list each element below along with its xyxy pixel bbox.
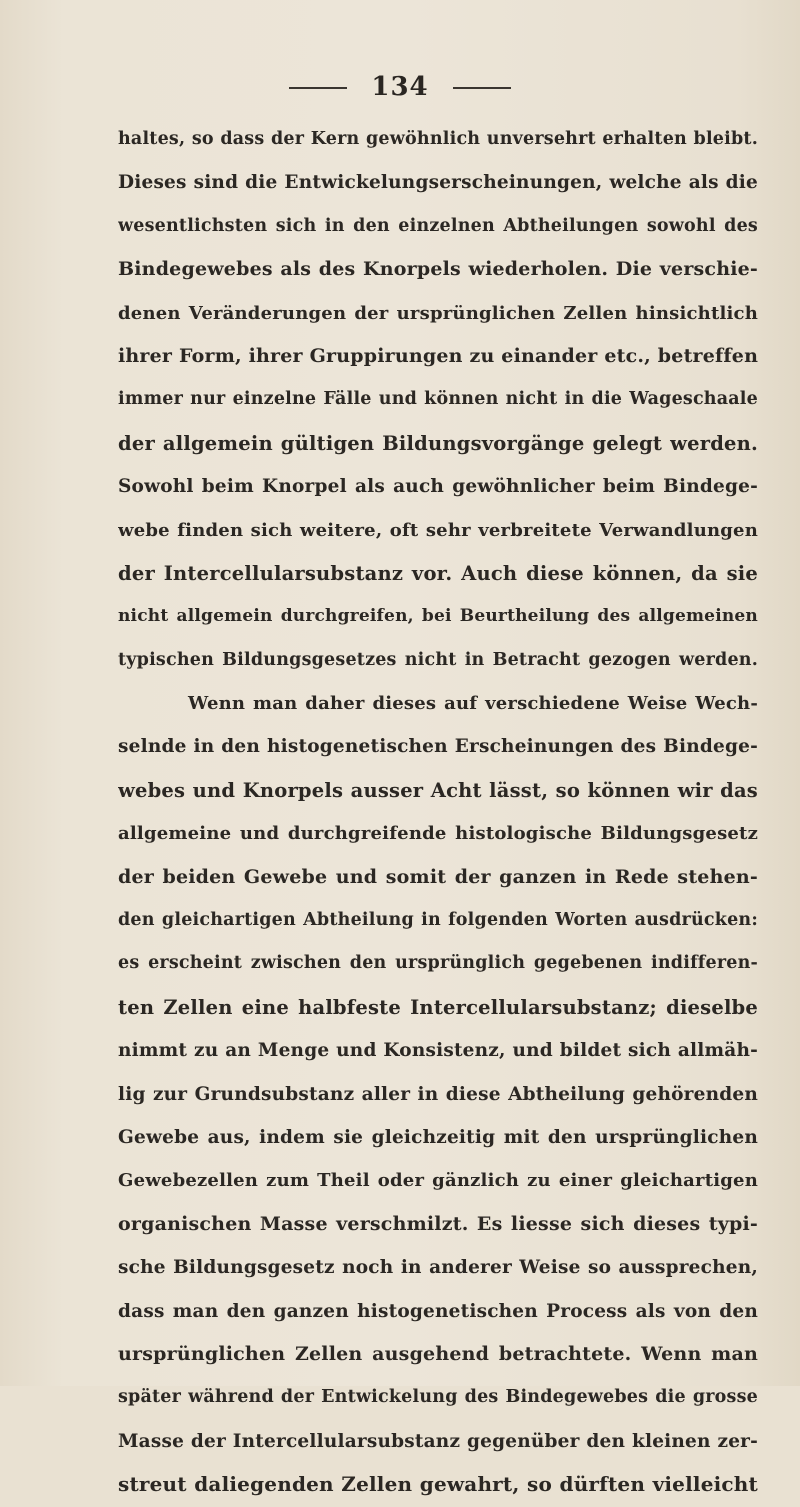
text-line: wesentlichsten sich in den einzelnen Abtheilungen sowohl des [118, 215, 758, 236]
text-line: nicht allgemein durchgreifen, bei Beurtheilung des allgemeinen [118, 606, 758, 627]
text-line: sche Bildungsgesetz noch in anderer Weise so aussprechen, [118, 1257, 758, 1279]
text-line: später während der Entwickelung des Bindegewebes die grosse [118, 1387, 758, 1408]
text-line: der beiden Gewebe und somit der ganzen in Rede stehen- [118, 865, 758, 888]
text-line: Gewebezellen zum Theil oder gänzlich zu einer gleichartigen [118, 1170, 758, 1192]
text-line: der Intercellularsubstanz vor. Auch diese können, da sie [118, 561, 758, 585]
text-line: lig zur Grundsubstanz aller in diese Abtheilung gehörenden [118, 1083, 758, 1105]
text-line: webes und Knorpels ausser Acht lässt, so können wir das [118, 778, 758, 802]
text-line: haltes, so dass der Kern gewöhnlich unversehrt erhalten bleibt. [118, 129, 758, 149]
text-line: Bindegewebes als des Knorpels wiederholen. Die verschie- [118, 258, 758, 281]
header-dash-left [289, 87, 347, 89]
text-line: streut daliegenden Zellen gewahrt, so dürften vielleicht [118, 1472, 758, 1497]
text-line: webe finden sich weitere, oft sehr verbreitete Verwandlungen [118, 519, 758, 541]
text-line: denen Veränderungen der ursprünglichen Zellen hinsichtlich [118, 302, 758, 324]
text-line: Masse der Intercellularsubstanz gegenüber den kleinen zer- [118, 1430, 758, 1452]
text-line: Wenn man daher dieses auf verschiedene Weise Wech- [188, 693, 758, 715]
text-line: der allgemein gültigen Bildungsvorgänge gelegt werden. [118, 431, 758, 455]
text-line: dass man den ganzen histogenetischen Process als von den [118, 1300, 758, 1322]
text-line: Dieses sind die Entwickelungserscheinungen, welche als die [118, 172, 758, 194]
text-line: es erscheint zwischen den ursprünglich gegebenen indifferen- [118, 953, 758, 974]
text-line: allgemeine und durchgreifende histologische Bildungsgesetz [118, 823, 758, 845]
text-line: Gewebe aus, indem sie gleichzeitig mit den ursprünglichen [118, 1126, 758, 1148]
text-line: organischen Masse verschmilzt. Es liesse sich dieses typi- [118, 1212, 758, 1235]
header-dash-right [453, 87, 511, 89]
text-line: ten Zellen eine halbfeste Intercellularsubstanz; dieselbe [118, 995, 758, 1019]
text-line: typischen Bildungsgesetzes nicht in Betracht gezogen werden. [118, 649, 758, 670]
text-line: Sowohl beim Knorpel als auch gewöhnlicher beim Bindege- [118, 476, 758, 498]
text-line: nimmt zu an Menge und Konsistenz, und bildet sich allmäh- [118, 1040, 758, 1062]
text-line: den gleichartigen Abtheilung in folgenden Worten ausdrücken: [118, 910, 758, 931]
page-header [0, 72, 800, 102]
text-line: selnde in den histogenetischen Erscheinungen des Bindege- [118, 736, 758, 758]
text-line: immer nur einzelne Fälle und können nicht in die Wageschaale [118, 389, 758, 410]
body-text [118, 118, 758, 1507]
page-number: 134 [371, 72, 429, 102]
text-line: ihrer Form, ihrer Gruppirungen zu einander etc., betreffen [118, 344, 758, 367]
text-line: ursprünglichen Zellen ausgehend betrachtete. Wenn man [118, 1342, 758, 1365]
